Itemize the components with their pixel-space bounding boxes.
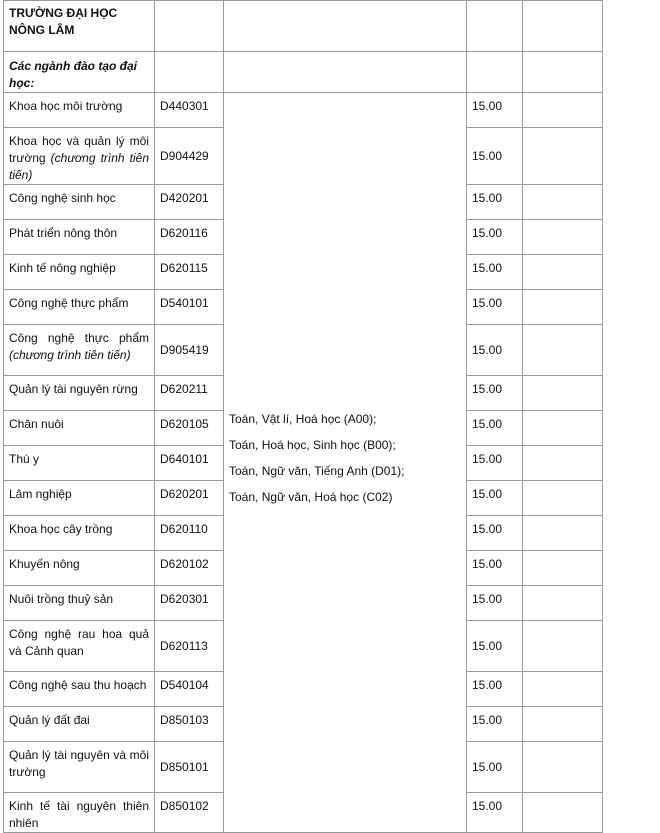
program-name: Thú y xyxy=(4,446,155,481)
program-name: Khoa học môi trường xyxy=(4,93,155,128)
program-code: D850101 xyxy=(155,742,224,793)
program-code: D440301 xyxy=(155,93,224,128)
program-note: (chương trình tiên tiến) xyxy=(9,348,131,362)
program-name: Công nghệ thực phẩm (chương trình tiên tiến) xyxy=(4,325,155,376)
cutoff-score: 15.00 xyxy=(467,621,523,672)
program-code: D850102 xyxy=(155,793,224,833)
program-name: Phát triển nông thôn xyxy=(4,220,155,255)
cutoff-score: 15.00 xyxy=(467,128,523,185)
program-code: D620102 xyxy=(155,551,224,586)
program-code: D640101 xyxy=(155,446,224,481)
program-code: D540101 xyxy=(155,290,224,325)
program-rows xyxy=(4,93,603,833)
cutoff-score: 15.00 xyxy=(467,220,523,255)
program-name: Kinh tế tài nguyên thiên nhiên xyxy=(4,793,155,833)
cutoff-score: 15.00 xyxy=(467,516,523,551)
cutoff-score: 15.00 xyxy=(467,481,523,516)
program-name: Quản lý tài nguyên rừng xyxy=(4,376,155,411)
cutoff-score: 15.00 xyxy=(467,93,523,128)
program-code: D850103 xyxy=(155,707,224,742)
program-code: D620116 xyxy=(155,220,224,255)
cutoff-score: 15.00 xyxy=(467,376,523,411)
program-code: D620115 xyxy=(155,255,224,290)
cutoff-score: 15.00 xyxy=(467,290,523,325)
program-code: D620110 xyxy=(155,516,224,551)
program-name: Nuôi trồng thuỷ sản xyxy=(4,586,155,621)
program-code: D620201 xyxy=(155,481,224,516)
program-name: Chăn nuôi xyxy=(4,411,155,446)
program-name: Công nghệ sinh học xyxy=(4,185,155,220)
program-name: Công nghệ rau hoa quả và Cảnh quan xyxy=(4,621,155,672)
combination-item: Toán, Ngữ văn, Hoá học (C02) xyxy=(229,489,393,504)
program-code: D540104 xyxy=(155,672,224,707)
program-code: D905419 xyxy=(155,325,224,376)
program-row xyxy=(4,93,603,128)
program-name: Lâm nghiệp xyxy=(4,481,155,516)
cutoff-score: 15.00 xyxy=(467,586,523,621)
university-row xyxy=(4,1,603,52)
cutoff-score: 15.00 xyxy=(467,185,523,220)
cutoff-score: 15.00 xyxy=(467,793,523,833)
cutoff-score: 15.00 xyxy=(467,551,523,586)
cutoff-score: 15.00 xyxy=(467,411,523,446)
program-name: Khuyến nông xyxy=(4,551,155,586)
program-code: D620105 xyxy=(155,411,224,446)
program-name: Quản lý tài nguyên và môi trường xyxy=(4,742,155,793)
subject-combinations xyxy=(224,93,467,833)
program-name: Khoa học và quản lý môi trường (chương trình tiên tiến) xyxy=(4,128,155,185)
university-name: TRƯỜNG ĐẠI HỌC NÔNG LÂM xyxy=(4,1,155,52)
combination-item: Toán, Hoá học, Sinh học (B00); xyxy=(229,437,396,452)
program-name: Quản lý đất đai xyxy=(4,707,155,742)
program-name: Công nghệ sau thu hoạch xyxy=(4,672,155,707)
section-row xyxy=(4,52,603,93)
combination-item: Toán, Ngữ văn, Tiếng Anh (D01); xyxy=(229,463,405,478)
combination-item: Toán, Vật lí, Hoá học (A00); xyxy=(229,411,377,426)
program-name: Công nghệ thực phẩm xyxy=(4,290,155,325)
cutoff-score: 15.00 xyxy=(467,325,523,376)
program-name: Khoa học cây trồng xyxy=(4,516,155,551)
program-code: D420201 xyxy=(155,185,224,220)
cutoff-score: 15.00 xyxy=(467,446,523,481)
program-name: Kinh tế nông nghiệp xyxy=(4,255,155,290)
section-label: Các ngành đào tạo đại học: xyxy=(4,52,155,93)
program-code: D620301 xyxy=(155,586,224,621)
admission-table xyxy=(3,0,603,833)
program-code: D904429 xyxy=(155,128,224,185)
program-note: (chương trình tiên tiến) xyxy=(9,151,149,182)
cutoff-score: 15.00 xyxy=(467,707,523,742)
program-code: D620211 xyxy=(155,376,224,411)
cutoff-score: 15.00 xyxy=(467,672,523,707)
program-code: D620113 xyxy=(155,621,224,672)
cutoff-score: 15.00 xyxy=(467,742,523,793)
cutoff-score: 15.00 xyxy=(467,255,523,290)
